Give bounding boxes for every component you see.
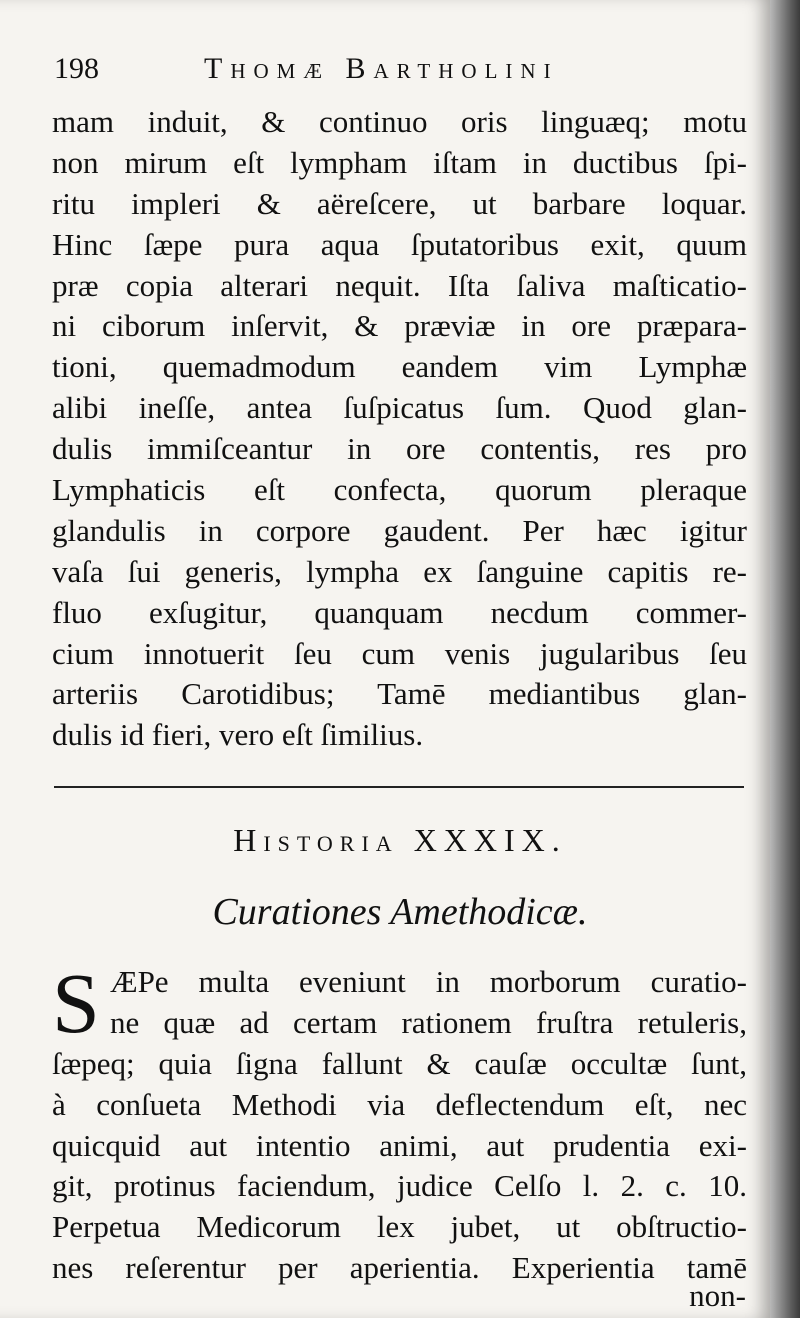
text-line: mam induit, & continuo oris linguæq; motu — [52, 104, 747, 139]
paragraph-lines — [52, 955, 747, 1289]
section-heading: Historia XXXIX. — [233, 822, 567, 858]
text-line: cium innotuerit ſeu cum venis jugularibus ſeu — [52, 635, 747, 671]
text-line: Perpetua Medicorum lex jubet, ut obſtructio- — [52, 1209, 747, 1245]
text-line: tioni, quemadmodum eandem vim Lymphæ — [52, 349, 747, 385]
text-line: quicquid aut intentio animi, aut prudentia exi- — [52, 1127, 747, 1163]
text-line: git, protinus faciendum, judice Celſo l. 2. c. 10. — [52, 1168, 747, 1204]
text-line: ſæpeq; quia ſigna fallunt & cauſæ occultæ ſunt, — [52, 1045, 747, 1081]
text-line: ritu impleri & aëreſcere, ut barbare loquar. — [52, 185, 747, 221]
text-line: vaſa ſui generis, lympha ex ſanguine capitis re- — [52, 553, 747, 589]
running-title: Thomæ Bartholini — [204, 52, 559, 85]
text-line: ÆPe multa eveniunt in morborum curatio- — [110, 964, 747, 999]
page-edge-shadow — [770, 0, 800, 1318]
paragraph-opening — [52, 955, 747, 1289]
text-line: arteriis Carotidibus; Tamē mediantibus glan- — [52, 676, 747, 712]
text-line: alibi ineſſe, antea ſuſpicatus ſum. Quod glan- — [52, 390, 747, 426]
page-number: 198 — [54, 52, 99, 85]
page-header — [54, 52, 744, 92]
text-line: non mirum eſt lympham iſtam in ductibus ſpi- — [52, 144, 747, 180]
text-line: ni ciborum inſervit, & præviæ in ore præpara- — [52, 308, 747, 344]
text-line: ne quæ ad certam rationem fruſtra retuleris, — [110, 1004, 747, 1040]
catchword: non- — [689, 1278, 746, 1313]
section-title: Curationes Amethodicæ. — [212, 891, 588, 933]
drop-capital: S — [52, 955, 100, 1051]
text-line: dulis id fieri, vero eſt ſimilius. — [52, 717, 424, 753]
text-line: fluo exſugitur, quanquam necdum commer- — [52, 594, 747, 630]
text-line: nes reſerentur per aperientia. Experientia tamē — [52, 1250, 747, 1286]
section-divider — [54, 786, 744, 788]
text-line: glandulis in corpore gaudent. Per hæc igitur — [52, 512, 747, 548]
text-line: dulis immiſceantur in ore contentis, res pro — [52, 431, 747, 467]
text-line: Lymphaticis eſt confecta, quorum pleraque — [52, 472, 747, 508]
text-line: præ copia alterari nequit. Iſta ſaliva maſticatio- — [52, 267, 747, 303]
paragraph-continued — [52, 102, 747, 756]
text-line: à conſueta Methodi via deflectendum eſt, nec — [52, 1086, 747, 1122]
text-line: Hinc ſæpe pura aqua ſputatoribus exit, quum — [52, 226, 747, 262]
